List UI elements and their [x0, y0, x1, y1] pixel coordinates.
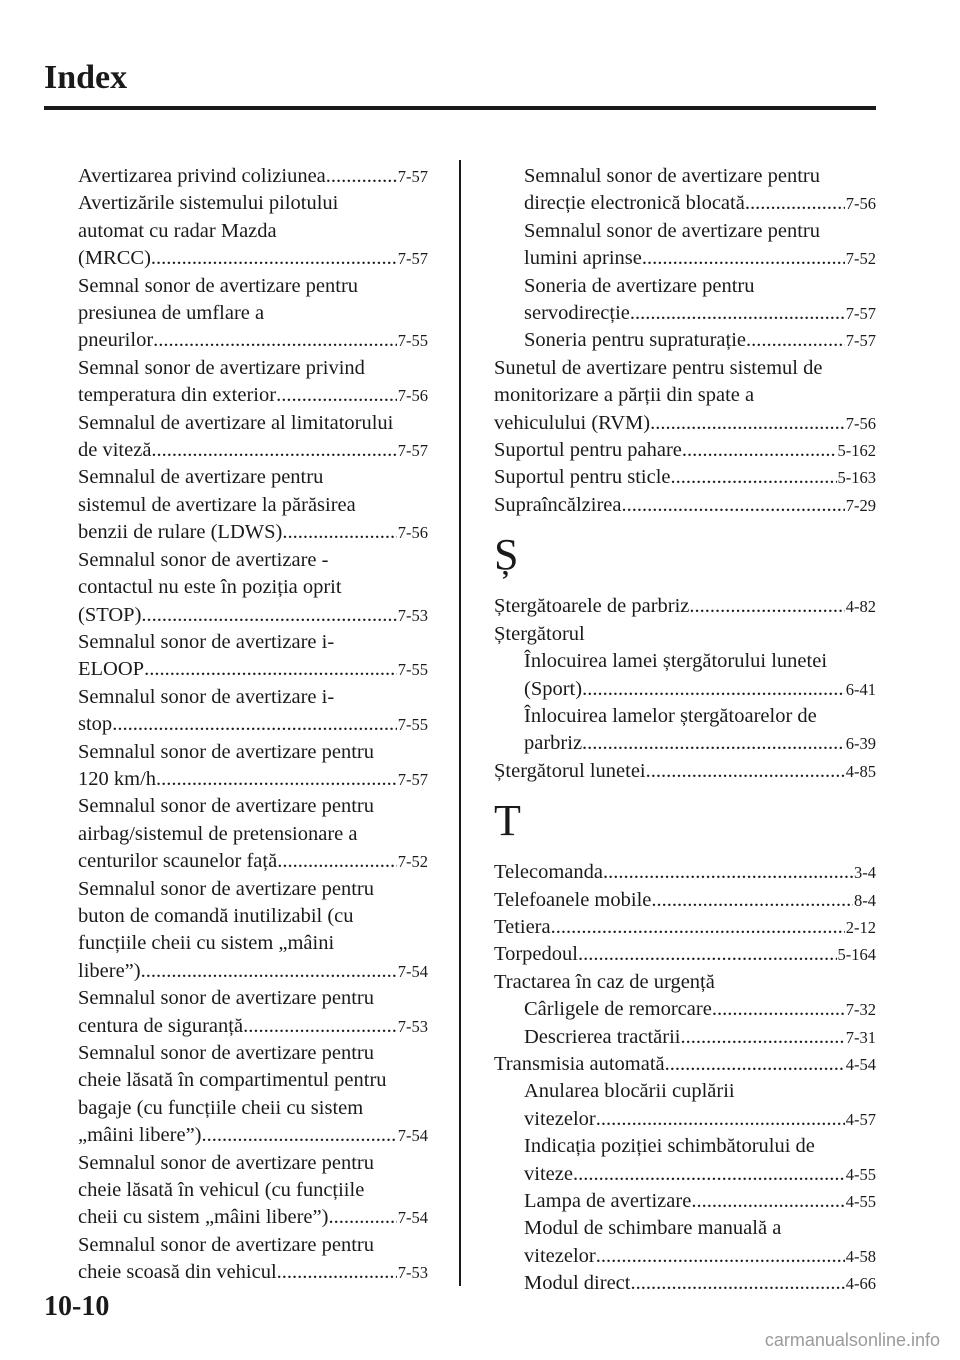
dot-leader — [153, 327, 397, 354]
index-entry-text: Înlocuirea lamei ștergătorului lunetei — [524, 650, 828, 673]
index-entry — [494, 996, 876, 1023]
index-page-ref: 7-57 — [845, 304, 876, 324]
dot-leader — [141, 958, 397, 985]
index-entry-text: Semnalul sonor de avertizare i- — [78, 685, 335, 708]
dot-leader — [112, 711, 397, 738]
index-entry — [494, 492, 876, 519]
index-entry-line — [78, 1259, 428, 1286]
index-page-ref: 7-57 — [397, 441, 428, 461]
index-entry-text: Semnalul sonor de avertizare pentru — [78, 987, 374, 1010]
index-entry — [78, 985, 428, 1040]
dot-leader — [691, 1188, 844, 1215]
index-entry — [494, 327, 876, 354]
index-page-ref: 5-163 — [837, 468, 876, 488]
index-entry-text: Semnalul sonor de avertizare pentru — [524, 219, 820, 242]
index-entry — [78, 547, 428, 629]
index-entry-line — [78, 382, 428, 409]
index-entry-text: contactul nu este în poziția oprit — [78, 576, 342, 599]
index-page-ref: 7-56 — [397, 523, 428, 543]
dot-leader — [603, 859, 853, 886]
index-entry-text: vehiculului (RVM) — [494, 411, 651, 434]
index-entry — [494, 621, 876, 648]
index-entry-line — [78, 1122, 428, 1149]
page-title: Index — [44, 59, 128, 96]
index-entry-text: Soneria pentru supraturație — [524, 329, 747, 352]
index-entry-text: libere”) — [78, 959, 141, 982]
index-entry — [494, 1215, 876, 1270]
index-entry-text: centurilor scaunelor față — [78, 850, 278, 873]
index-entry-text: Tractarea în caz de urgență — [494, 970, 715, 993]
index-entry-text: Descrierea tractării — [524, 1025, 681, 1048]
dot-leader — [326, 163, 397, 190]
index-page-ref: 7-56 — [845, 194, 876, 214]
index-entry-text: Tetiera — [494, 915, 551, 938]
index-entry-text: 120 km/h — [78, 767, 157, 790]
index-entry-text: monitorizare a părții din spate a — [494, 384, 755, 407]
index-entry — [78, 190, 428, 272]
index-entry-line — [524, 1243, 876, 1270]
index-entry-line — [78, 1013, 428, 1040]
index-letter-heading: Ș — [494, 530, 519, 580]
index-entry-text: Soneria de avertizare pentru — [524, 274, 755, 297]
index-entry-text: vitezelor — [524, 1244, 596, 1267]
index-entry-text: Semnalul sonor de avertizare pentru — [78, 877, 374, 900]
index-entry-text: pneurilor — [78, 329, 154, 352]
index-entry — [494, 273, 876, 328]
index-entry-line — [524, 327, 876, 354]
dot-leader — [276, 382, 397, 409]
dot-leader — [712, 996, 845, 1023]
index-page-ref: 6-41 — [845, 679, 876, 699]
index-entry-text: Sunetul de avertizare pentru sistemul de — [494, 356, 823, 379]
dot-leader — [328, 1204, 396, 1231]
index-column-left — [78, 163, 428, 1287]
dot-leader — [277, 1259, 397, 1286]
dot-leader — [596, 1243, 845, 1270]
index-page-ref: 7-55 — [397, 715, 428, 735]
index-entry-line — [494, 914, 876, 941]
index-page-ref: 7-57 — [397, 167, 428, 186]
index-entry-line — [524, 676, 876, 703]
index-entry-text: lumini aprinse — [524, 247, 642, 270]
index-entry-text: de viteză — [78, 439, 152, 462]
index-page-ref: 7-52 — [845, 249, 876, 269]
index-entry — [494, 355, 876, 437]
index-entry-line — [524, 300, 876, 327]
header-rule — [44, 106, 876, 110]
index-entry-text: Torpedoul — [494, 943, 578, 966]
dot-leader — [682, 437, 837, 464]
index-letter-heading: T — [494, 796, 521, 846]
index-entry-text: Avertizarea privind coliziunea — [78, 165, 326, 187]
index-entry-line — [494, 464, 876, 491]
dot-leader — [551, 914, 845, 941]
index-entry-line — [78, 437, 428, 464]
index-page-ref: 7-52 — [397, 852, 428, 872]
index-entry — [494, 703, 876, 758]
index-entry-text: Cârligele de remorcare — [524, 998, 712, 1021]
index-entry-text: benzii de rulare (LDWS) — [78, 521, 283, 544]
dot-leader — [680, 1024, 844, 1051]
index-entry-text: viteze — [524, 1162, 573, 1185]
index-entry-text: centura de siguranță — [78, 1014, 244, 1037]
index-entry-text: buton de comandă inutilizabil (cu — [78, 904, 354, 927]
index-page-ref: 4-82 — [845, 597, 876, 617]
index-entry-line — [78, 163, 428, 190]
index-entry — [494, 1270, 876, 1297]
dot-leader — [689, 593, 844, 620]
index-entry-text: stop — [78, 713, 113, 736]
index-entry-line — [524, 1161, 876, 1188]
index-entry-line — [524, 1024, 876, 1051]
index-entry-text: Ștergătoarele de parbriz — [494, 595, 690, 618]
index-entry — [494, 218, 876, 273]
dot-leader — [642, 245, 845, 272]
index-page-ref: 3-4 — [854, 863, 876, 883]
index-entry-text: Ștergătorul — [494, 622, 585, 645]
index-entry-text: Supraîncălzirea — [494, 493, 622, 516]
index-entry-text: Suportul pentru sticle — [494, 466, 671, 489]
index-entry-text: airbag/sistemul de pretensionare a — [78, 822, 358, 845]
index-page-ref: 7-54 — [397, 961, 428, 981]
index-page-ref: 7-32 — [845, 1000, 876, 1020]
index-page-ref: 4-54 — [845, 1054, 876, 1074]
dot-leader — [243, 1013, 397, 1040]
index-page-ref: 7-57 — [397, 769, 428, 789]
index-page-ref: 6-39 — [845, 734, 876, 754]
index-entry-text: Semnalul sonor de avertizare pentru — [524, 165, 820, 187]
index-entry-text: cheie scoasă din vehicul — [78, 1261, 277, 1284]
index-entry — [494, 914, 876, 941]
dot-leader — [630, 1270, 844, 1297]
index-page-ref: 7-53 — [397, 1016, 428, 1036]
index-entry-text: Anularea blocării cuplării — [524, 1080, 735, 1103]
index-entry-line — [78, 245, 428, 272]
index-entry-text: ELOOP — [78, 658, 145, 681]
index-page-ref: 2-12 — [845, 917, 876, 937]
index-entry — [494, 648, 876, 703]
index-entry-line — [78, 519, 428, 546]
index-entry — [78, 739, 428, 794]
index-page-ref: 4-55 — [845, 1192, 876, 1211]
dot-leader — [578, 941, 837, 968]
index-entry-line — [524, 190, 876, 217]
dot-leader — [596, 1106, 845, 1133]
index-entry-text: funcțiile cheii cu sistem „mâini — [78, 932, 335, 955]
index-entry — [78, 1040, 428, 1150]
index-entry — [494, 437, 876, 464]
index-entry-line — [524, 1188, 876, 1215]
dot-leader — [630, 300, 845, 327]
index-entry — [494, 941, 876, 968]
index-entry — [494, 593, 876, 620]
index-entry — [78, 793, 428, 875]
index-entry — [494, 163, 876, 218]
index-entry-line — [78, 848, 428, 875]
dot-leader — [282, 519, 396, 546]
index-page-ref: 7-55 — [397, 660, 428, 680]
index-page-ref: 7-29 — [845, 495, 876, 515]
index-page-ref: 5-164 — [837, 945, 876, 965]
dot-leader — [582, 730, 845, 757]
index-entry — [494, 859, 876, 886]
index-entry-text: Semnalul sonor de avertizare pentru — [78, 1042, 374, 1064]
index-entry-text: Lampa de avertizare — [524, 1190, 692, 1212]
dot-leader — [651, 887, 853, 914]
index-page-ref: 7-55 — [397, 331, 428, 351]
dot-leader — [141, 602, 396, 629]
index-page-ref: 4-66 — [845, 1274, 876, 1294]
index-entry-line — [494, 1051, 876, 1078]
index-page-ref: 7-57 — [845, 331, 876, 351]
index-entry-text: Indicația poziției schimbătorului de — [524, 1135, 815, 1158]
index-entry-line — [78, 327, 428, 354]
index-entry-line — [494, 593, 876, 620]
index-entry-line — [78, 711, 428, 738]
index-entry-text: (Sport) — [524, 677, 583, 700]
index-entry-text: direcție electronică blocată — [524, 192, 745, 215]
index-entry-line — [78, 1204, 428, 1231]
index-entry-text: Modul direct — [524, 1272, 631, 1295]
index-entry-line — [494, 887, 876, 914]
index-entry-text: Modul de schimbare manuală a — [524, 1217, 782, 1240]
index-entry-line — [494, 941, 876, 968]
index-entry-line — [78, 656, 428, 683]
index-page-ref: 4-85 — [845, 761, 876, 781]
index-page-ref: 7-57 — [397, 249, 428, 269]
index-entry-text: servodirecție — [524, 302, 630, 325]
index-page-ref: 7-31 — [845, 1027, 876, 1047]
index-entry — [78, 355, 428, 410]
index-entry-text: „mâini libere”) — [78, 1124, 202, 1147]
index-entry-line — [524, 245, 876, 272]
index-entry-text: (MRCC) — [78, 247, 151, 270]
index-entry-line — [78, 958, 428, 985]
index-entry-text: cheii cu sistem „mâini libere”) — [78, 1206, 329, 1229]
index-entry-text: Semnalul sonor de avertizare - — [78, 548, 329, 571]
index-page-ref: 7-54 — [397, 1126, 428, 1146]
index-page-ref: 7-56 — [397, 386, 428, 406]
index-entry — [494, 887, 876, 914]
index-entry-text: Ștergătorul lunetei — [494, 759, 646, 782]
index-page-ref: 4-57 — [845, 1109, 876, 1129]
index-entry-text: Suportul pentru pahare — [494, 439, 682, 462]
index-entry-text: Transmisia automată — [494, 1052, 665, 1075]
index-entry-text: automat cu radar Mazda — [78, 219, 277, 242]
dot-leader — [646, 758, 845, 785]
dot-leader — [144, 656, 397, 683]
index-entry-text: Telecomanda — [494, 861, 603, 884]
index-entry-text: Avertizările sistemului pilotului — [78, 192, 339, 215]
index-entry-line — [524, 1106, 876, 1133]
dot-leader — [665, 1051, 845, 1078]
index-page-ref: 4-55 — [845, 1164, 876, 1184]
index-entry-text: Semnalul sonor de avertizare pentru — [78, 1151, 374, 1174]
index-entry-text: Semnalul de avertizare al limitatorului — [78, 411, 394, 434]
index-page-ref: 7-56 — [845, 413, 876, 433]
index-page-ref: 8-4 — [854, 890, 876, 910]
index-entry-text: presiunea de umflare a — [78, 302, 265, 325]
index-entry — [494, 1188, 876, 1215]
watermark: carmanualsonline.info — [764, 1330, 940, 1350]
index-entry-text: vitezelor — [524, 1107, 596, 1130]
index-entry — [494, 1078, 876, 1133]
index-entry-line — [494, 492, 876, 519]
index-entry — [494, 969, 876, 996]
index-entry — [78, 410, 428, 465]
index-entry-line — [494, 859, 876, 886]
dot-leader — [202, 1122, 397, 1149]
index-entry-text: sistemul de avertizare la părăsirea — [78, 493, 356, 516]
index-entry-text: Semnalul sonor de avertizare pentru — [78, 740, 374, 763]
index-entry-text: (STOP) — [78, 603, 142, 626]
index-entry-text: parbriz — [524, 732, 583, 755]
dot-leader — [650, 410, 845, 437]
index-entry-text: Semnalul de avertizare pentru — [78, 466, 324, 489]
index-entry — [78, 684, 428, 739]
dot-leader — [573, 1161, 845, 1188]
index-entry — [78, 273, 428, 355]
index-entry — [78, 629, 428, 684]
index-entry — [78, 1232, 428, 1287]
index-page-ref: 5-162 — [837, 441, 876, 461]
index-entry-text: bagaje (cu funcțiile cheii cu sistem — [78, 1096, 364, 1119]
index-entry-line — [494, 437, 876, 464]
index-entry-line — [78, 602, 428, 629]
index-column-right — [494, 163, 876, 1298]
column-divider — [459, 160, 461, 1286]
index-entry-text: cheie lăsată în compartimentul pentru — [78, 1069, 387, 1092]
index-entry-text: Semnal sonor de avertizare pentru — [78, 274, 359, 297]
dot-leader — [671, 464, 837, 491]
index-entry-text: Semnal sonor de avertizare privind — [78, 356, 365, 379]
index-entry-text: Semnalul sonor de avertizare i- — [78, 630, 335, 653]
index-entry — [78, 163, 428, 190]
dot-leader — [151, 245, 397, 272]
page-number: 10-10 — [44, 1291, 110, 1322]
index-entry-line — [524, 1270, 876, 1297]
dot-leader — [277, 848, 397, 875]
index-entry-line — [494, 758, 876, 785]
dot-leader — [151, 437, 396, 464]
index-entry-text: Înlocuirea lamelor ștergătoarelor de — [524, 704, 817, 727]
index-entry-text: Semnalul sonor de avertizare pentru — [78, 1233, 374, 1256]
index-entry — [494, 758, 876, 785]
index-entry-line — [78, 766, 428, 793]
dot-leader — [582, 676, 845, 703]
index-entry — [78, 464, 428, 546]
dot-leader — [745, 190, 845, 217]
dot-leader — [746, 327, 845, 354]
index-entry-line — [494, 410, 876, 437]
index-entry — [494, 464, 876, 491]
index-page-ref: 7-53 — [397, 1263, 428, 1283]
index-entry — [78, 1150, 428, 1232]
index-entry — [494, 1051, 876, 1078]
index-page-ref: 4-58 — [845, 1246, 876, 1266]
index-entry — [78, 876, 428, 986]
index-entry-text: Semnalul sonor de avertizare pentru — [78, 795, 374, 818]
index-entry — [494, 1133, 876, 1188]
index-page-ref: 7-53 — [397, 605, 428, 625]
index-entry-line — [524, 730, 876, 757]
index-entry — [494, 1024, 876, 1051]
index-entry-line — [524, 996, 876, 1023]
index-entry-text: Telefoanele mobile — [494, 888, 652, 911]
index-page-ref: 7-54 — [397, 1208, 428, 1228]
index-entry-text: temperatura din exterior — [78, 384, 277, 407]
dot-leader — [621, 492, 844, 519]
index-entry-text: cheie lăsată în vehicul (cu funcțiile — [78, 1179, 365, 1202]
dot-leader — [156, 766, 397, 793]
